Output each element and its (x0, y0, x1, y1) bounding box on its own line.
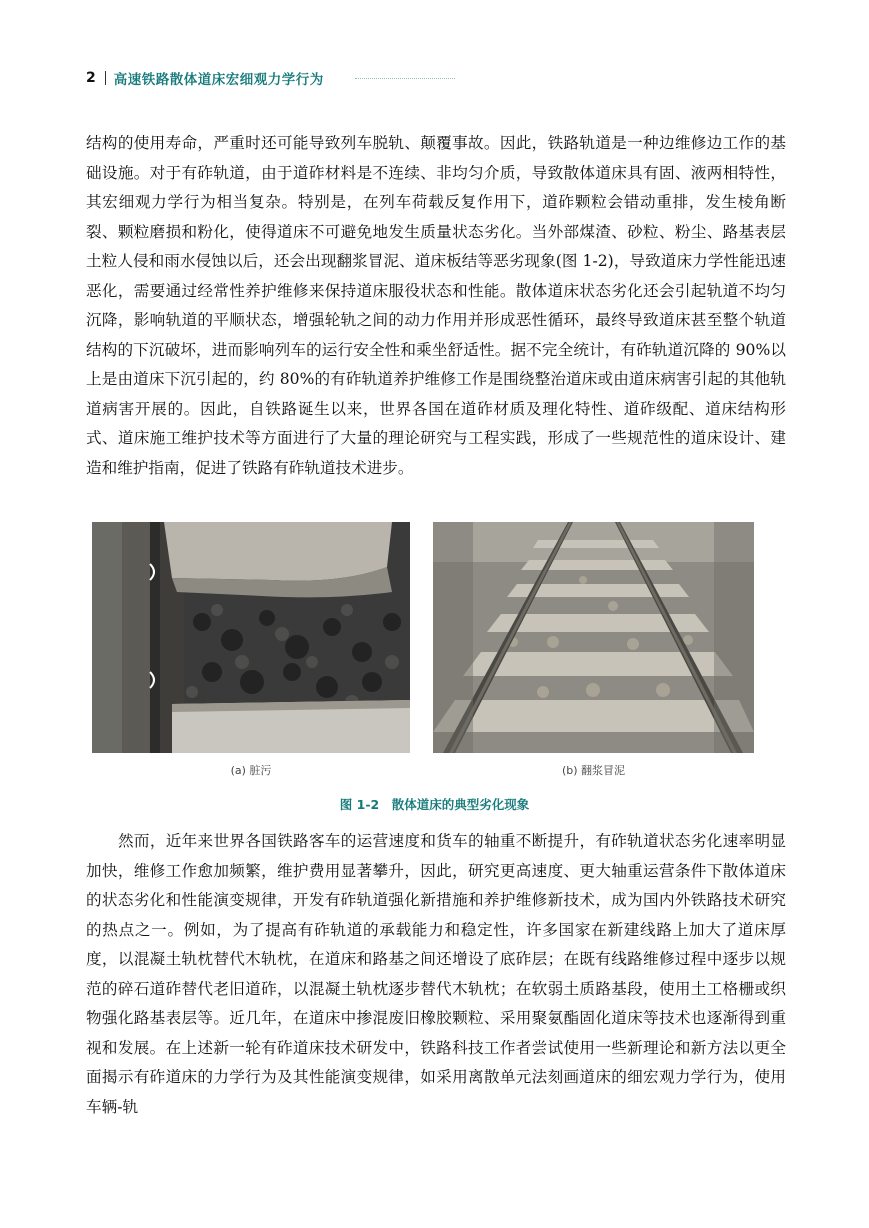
page-header (86, 67, 324, 89)
body-paragraph-1: 结构的使用寿命，严重时还可能导致列车脱轨、颠覆事故。因此，铁路轨道是一种边维修边工作的基础设施。对于有砟轨道，由于道砟材料是不连续、非均匀介质，导致散体道床具有固、液两相特性，其宏细观力学行为相当复杂。特别是，在列车荷载反复作用下，道砟颗粒会错动重排，发生棱角断裂、颗粒磨损和粉化，使得道床不可避免地发生质量状态劣化。当外部煤渣、砂粒、粉尘、路基表层土粒人侵和雨水侵蚀以后，还会出现翻浆冒泥、道床板结等恶劣现象(图 1-2)，导致道床力学性能迅速恶化，需要通过经常性养护维修来保持道床服役状态和性能。散体道床状态劣化还会引起轨道不均匀沉降，影响轨道的平顺状态，增强轮轨之间的动力作用并形成恶性循环，最终导致道床甚至整个轨道结构的下沉破坏，进而影响列车的运行安全性和乘坐舒适性。据不完全统计，有砟轨道沉降的 90%以上是由道床下沉引起的，约 80%的有砟轨道养护维修工作是围绕整治道床或由道床病害引起的其他轨道病害开展的。因此，自铁路诞生以来，世界各国在道砟材质及理化特性、道砟级配、道床结构形式、道床施工维护技术等方面进行了大量的理论研究与工程实践，形成了一些规范性的道床设计、建造和维护指南，促进了铁路有砟轨道技术进步。 (86, 134, 786, 477)
subcaption-a: (a) 脏污 (230, 764, 272, 777)
figure-caption: 图 1-2 散体道床的典型劣化现象 (339, 797, 530, 812)
subcaption-b: (b) 翻浆冒泥 (561, 764, 626, 777)
photo-mud-pumping (433, 522, 754, 753)
header-rule (355, 78, 455, 79)
figure-b (433, 522, 754, 778)
page-number: 2 (86, 70, 96, 86)
figure-a (92, 522, 410, 778)
header-divider (105, 71, 106, 85)
photo-dirty-ballast (92, 522, 410, 753)
body-paragraph-2: 然而，近年来世界各国铁路客车的运营速度和货车的轴重不断提升，有砟轨道状态劣化速率明显加快，维修工作愈加频繁，维护费用显著攀升，因此，研究更高速度、更大轴重运营条件下散体道床的状态劣化和性能演变规律，开发有砟轨道强化新措施和养护维修新技术，成为国内外铁路技术研究的热点之一。例如，为了提高有砟轨道的承载能力和稳定性，许多国家在新建线路上加大了道床厚度，以混凝土轨枕替代木轨枕，在道床和路基之间还增设了底砟层；在既有线路维修过程中逐步以规范的碎石道砟替代老旧道砟，以混凝土轨枕逐步替代木轨枕；在软弱土质路基段，使用土工格栅或织物强化路基表层等。近几年，在道床中掺混废旧橡胶颗粒、采用聚氨酯固化道床等技术也逐渐得到重视和发展。在上述新一轮有砟道床技术研发中，铁路科技工作者尝试使用一些新理论和新方法以更全面揭示有砟道床的力学行为及其性能演变规律，如采用离散单元法刻画道床的细宏观力学行为，使用车辆-轨 (86, 832, 786, 1116)
running-title: 高速铁路散体道床宏细观力学行为 (113, 72, 324, 88)
